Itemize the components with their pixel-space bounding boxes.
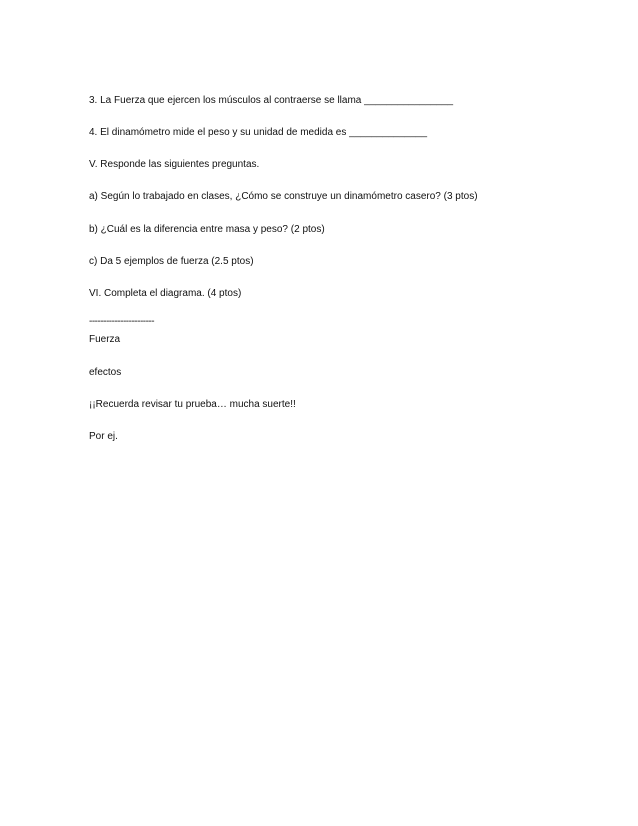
question-c-text: c) Da 5 ejemplos de fuerza (2.5 ptos): [89, 256, 254, 267]
question-a-text: a) Según lo trabajado en clases, ¿Cómo se construye un dinamómetro casero? (3 ptos): [89, 191, 478, 202]
section-vi-heading: VI. Completa el diagrama. (4 ptos): [89, 288, 242, 299]
dashed-separator: -----------------------: [89, 316, 155, 327]
diagram-label-efectos: efectos: [89, 367, 122, 378]
example-label: Por ej.: [89, 431, 118, 442]
diagram-label-fuerza: Fuerza: [89, 334, 121, 345]
closing-message: ¡¡Recuerda revisar tu prueba… mucha suerte!!: [89, 399, 296, 410]
section-v-heading: V. Responde las siguientes preguntas.: [89, 159, 260, 170]
question-3-text: 3. La Fuerza que ejercen los músculos al contraerse se llama ________________: [89, 95, 454, 106]
question-b-text: b) ¿Cuál es la diferencia entre masa y peso? (2 ptos): [89, 224, 325, 235]
question-4-text: 4. El dinamómetro mide el peso y su unidad de medida es ______________: [89, 127, 428, 138]
